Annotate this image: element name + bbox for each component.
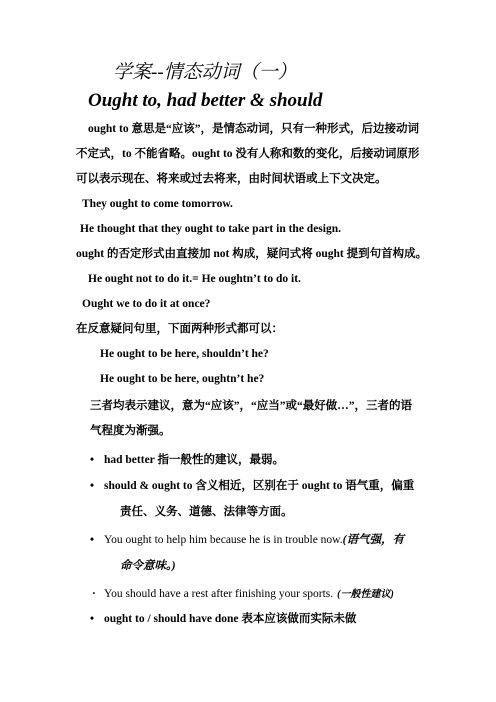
example-text: You should have a rest after finishing your sports. — [104, 588, 334, 600]
bullet-icon: • — [90, 480, 95, 492]
bullet-example-general — [104, 587, 394, 602]
example-note: (一般性建议) — [337, 589, 394, 600]
example-text: You ought to help him because he is in trouble now. — [104, 534, 343, 546]
tag-example-1: He ought to be here, shouldn’t he? — [100, 348, 269, 360]
compare-line-1: 三者均表示建议，意为“应该”，“应当”或“最好做…”，三者的语 — [90, 400, 412, 412]
intro-line-3: 可以表示现在、将来或过去将来，由时间状语或上下文决定。 — [76, 173, 387, 185]
example-sentence-1: They ought to come tomorrow. — [82, 198, 233, 210]
bullet-text-have-done: ought to / should have done 表本应该做而实际未做 — [104, 613, 357, 625]
bullet-icon: • — [90, 613, 95, 625]
bullet-text-had-better: had better 指一般性的建议，最弱。 — [104, 454, 284, 466]
intro-line-2: 不定式，to 不能省略。ought to 没有人称和数的变化，后接动词原形 — [76, 148, 420, 160]
page-title: 学案--情态动词（一） — [113, 62, 297, 83]
compare-line-2: 气程度为渐强。 — [90, 425, 171, 437]
example-sentence-4: Ought we to do it at once? — [82, 298, 211, 310]
intro-line-1: ought to 意思是“应该”，是情态动词，只有一种形式，后边接动词 — [88, 123, 419, 135]
example-sentence-3: He ought not to do it.= He oughtn’t to do it. — [88, 273, 301, 285]
example-note: (语气强，有 — [342, 534, 404, 546]
tag-question-intro: 在反意疑问句里，下面两种形式都可以： — [76, 323, 283, 335]
bullet-icon: • — [90, 454, 95, 466]
bullet-icon: • — [90, 534, 95, 546]
bullet-icon: · — [92, 588, 96, 600]
bullet-example-strong — [104, 533, 404, 548]
bullet-text-should-ought-1: should & ought to 含义相近，区别在于 ought to 语气重，偏重 — [104, 480, 415, 492]
bullet-example-strong-note: 命令意味。) — [120, 560, 176, 572]
bullet-text-should-ought-2: 责任、义务、道德、法律等方面。 — [120, 506, 293, 518]
example-sentence-2: He thought that they ought to take part in the design. — [80, 223, 342, 235]
negation-rule: ought 的否定形式由直接加 not 构成，疑问式将 ought 提到句首构成。 — [76, 248, 428, 260]
tag-example-2: He ought to be here, oughtn’t he? — [100, 373, 265, 385]
page-subtitle: Ought to, had better & should — [88, 90, 323, 111]
